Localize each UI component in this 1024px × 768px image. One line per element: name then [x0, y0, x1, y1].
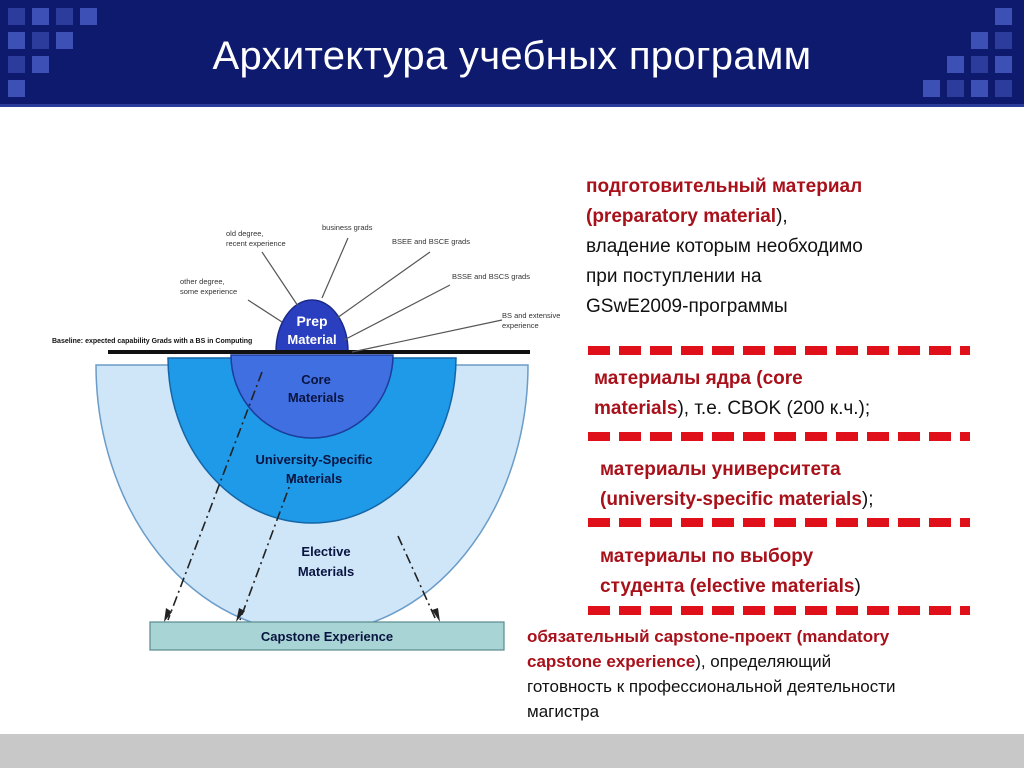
decor-square [32, 8, 49, 25]
university-term-en: (university-specific materials [600, 489, 862, 510]
elective-term: материалы по выбору [600, 546, 814, 567]
core-term-en: materials [594, 398, 678, 419]
input-label: experience [502, 321, 539, 330]
university-label: University-Specific [255, 452, 373, 467]
elective-label: Elective [301, 544, 351, 559]
prep-text: при поступлении на [586, 266, 762, 287]
decor-square [995, 8, 1012, 25]
elective-term-en: студента (elective materials [600, 576, 855, 597]
separator-dashed [588, 606, 970, 615]
decor-square [995, 80, 1012, 97]
university-description [600, 455, 874, 515]
separator-dashed [588, 518, 970, 527]
elective-text: ) [854, 576, 861, 597]
prep-description [586, 172, 863, 322]
input-arrow [262, 252, 298, 306]
input-label: BS and extensive [502, 311, 561, 320]
input-label: recent experience [226, 239, 286, 248]
elective-label: Materials [297, 564, 355, 579]
prep-text: GSwE2009-программы [586, 296, 788, 317]
capstone-description [527, 624, 1023, 724]
elective-description [600, 542, 861, 602]
input-label: business grads [322, 223, 373, 232]
prep-term: подготовительный материал [586, 176, 863, 197]
capstone-label: Capstone Experience [260, 629, 394, 644]
separator-dashed [588, 432, 970, 441]
input-label: BSSE and BSCS grads [452, 272, 530, 281]
decor-square [923, 80, 940, 97]
decor-square [8, 8, 25, 25]
core-term: материалы ядра (core [594, 368, 803, 389]
baseline-label: Baseline: expected capability Grads with a BS in Computing [52, 338, 253, 345]
university-label: Materials [285, 471, 343, 486]
input-arrow [337, 252, 430, 318]
university-text: ); [861, 489, 874, 510]
decor-square [80, 8, 97, 25]
separator-dashed [588, 346, 970, 355]
university-term: материалы университета [600, 459, 841, 480]
prep-text: ), [776, 206, 788, 227]
input-arrow [344, 285, 450, 340]
slide-title: Архитектура учебных программ [212, 34, 812, 78]
input-label: other degree, [180, 277, 225, 286]
capstone-text: готовность к профессиональной деятельности [527, 677, 896, 696]
core-description [594, 364, 870, 424]
decor-square [971, 80, 988, 97]
capstone-text: магистра [527, 702, 600, 721]
input-label: some experience [180, 287, 238, 296]
prep-label: Material [287, 332, 337, 347]
prep-term-en: (preparatory material [586, 206, 777, 227]
input-arrow [322, 238, 348, 298]
slide-footer-bar [0, 734, 1024, 768]
core-label: Materials [287, 390, 345, 405]
decor-square [56, 8, 73, 25]
core-text: ), т.е. CBOK (200 к.ч.); [677, 398, 871, 419]
capstone-text: ), определяющий [695, 652, 832, 671]
capstone-term: обязательный capstone-проект (mandatory [527, 627, 890, 646]
prep-label: Prep [296, 313, 328, 329]
input-label: old degree, [226, 229, 264, 238]
decor-square [947, 80, 964, 97]
prep-text: владение которым необходимо [586, 236, 863, 257]
capstone-term-en: capstone experience [527, 652, 696, 671]
decor-square [8, 80, 25, 97]
input-arrow [248, 300, 282, 322]
core-label: Core [301, 372, 331, 387]
input-label: BSEE and BSCE grads [392, 237, 470, 246]
